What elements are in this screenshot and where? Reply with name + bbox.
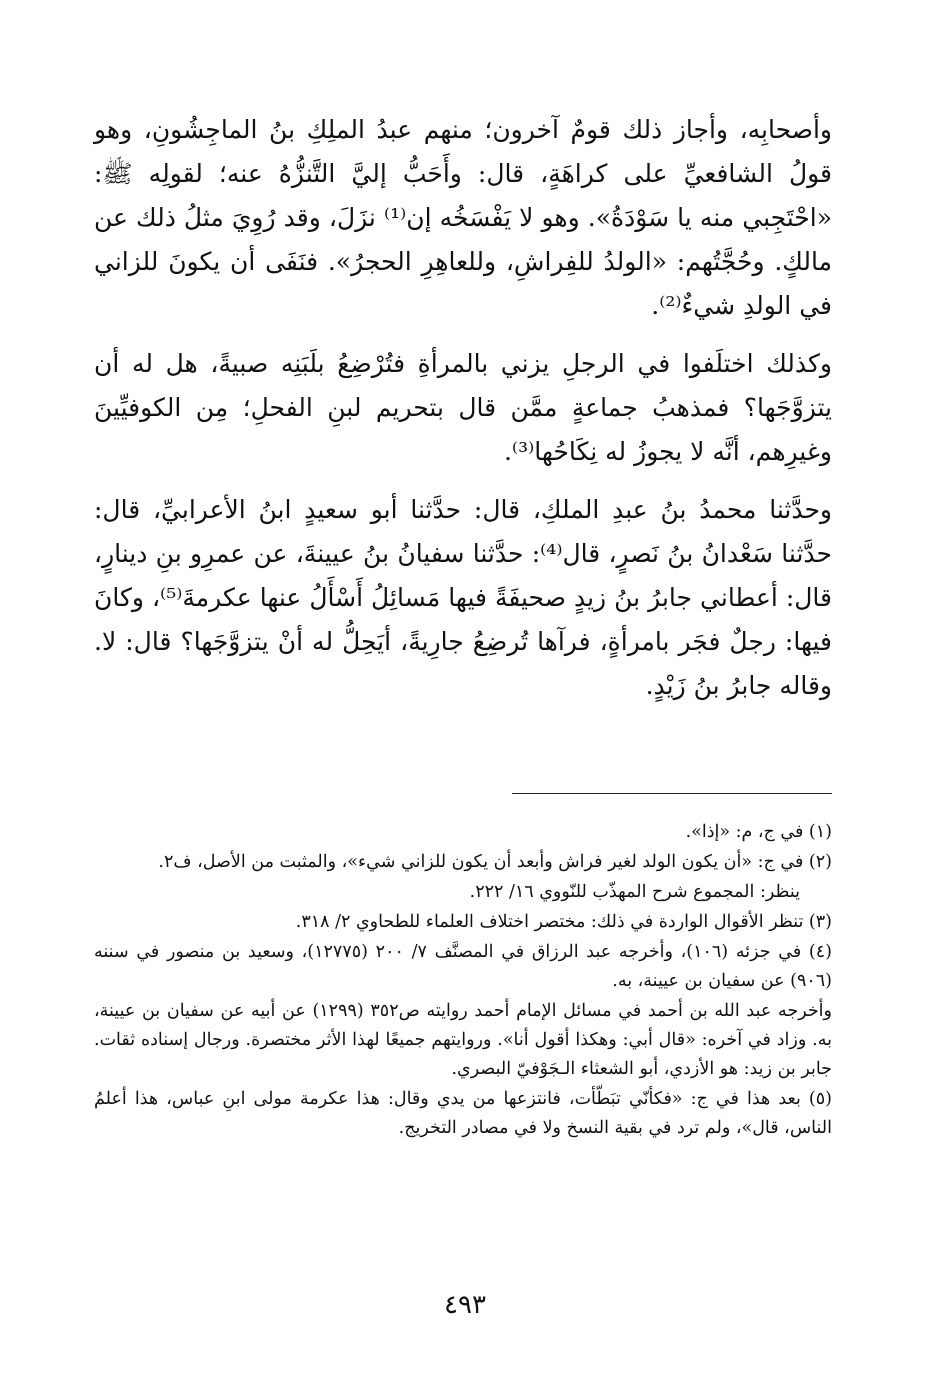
footnote-3: (٣) تنظر الأقوال الواردة في ذلك: مختصر اختلاف العلماء للطحاوي ٢/ ٣١٨.	[295, 912, 832, 932]
footnote-1: (١) في ج، م: «إذا».	[685, 822, 832, 842]
footnote-2: (٢) في ج: «أن يكون الولد لغير فراش وأبعد أن يكون للزاني شيء»، والمثبت من الأصل، ف٢.	[158, 852, 832, 872]
footnotes	[94, 818, 832, 1143]
footnote-4: (٤) في جزئه (١٠٦)، وأخرجه عبد الرزاق في المصنَّف ٧/ ٢٠٠ (١٢٧٧٥)، وسعيد بن منصور في سننه (٩٠٦) عن سفيان بن عيينة، به.	[94, 942, 832, 991]
paragraph: وأصحابِه، وأجاز ذلك قومٌ آخرون؛ منهم عبدُ الملِكِ بنُ الماجِشُونِ، وهو قولُ الشافعيِّ على كراهَةٍ، قال: وأَحَبُّ إليَّ التَّنزُّهُ عنه؛ لقولِه ﷺ: «احْتَجِبي منه يا سَوْدَةُ». وهو لا يَفْسَخُه إن⁽¹⁾ نزَلَ، وقد رُوِيَ مثلُ ذلك عن مالكٍ. وحُجَّتُهم: «الولدُ للفِراشِ، وللعاهِرِ الحجرُ». فنَفَى أن يكونَ للزاني في الولدِ شيءٌ⁽²⁾.	[94, 115, 832, 320]
footnote-separator	[512, 793, 832, 794]
paragraph: وكذلك اختلَفوا في الرجلِ يزني بالمرأةِ فتُرْضِعُ بلَبَنِه صبيةً، هل له أن يتزوَّجَها؟ فمذهبُ جماعةٍ ممَّن قال بتحريم لبنِ الفحلِ؛ مِن الكوفيِّينَ وغيرِهم، أنَّه لا يجوزُ له نِكَاحُها⁽³⁾.	[94, 349, 832, 466]
paragraph: وحدَّثنا محمدُ بنُ عبدِ الملكِ، قال: حدَّثنا أبو سعيدٍ ابنُ الأعرابيِّ، قال: حدَّثنا سَعْدانُ بنُ نَصرٍ، قال⁽⁴⁾: حدَّثنا سفيانُ بنُ عيينةَ، عن عمرِو بنِ دينارٍ، قال: أعطاني جابرُ بنُ زيدٍ صحيفَةً فيها مَسائِلُ أَسْأَلُ عنها عكرمةَ⁽⁵⁾، وكانَ فيها: رجلٌ فجَر بامرأةٍ، فرآها تُرضِعُ جارِيةً، أيَحِلُّ له أنْ يتزوَّجَها؟ قال: لا. وقاله جابرُ بنُ زَيْدٍ.	[94, 495, 832, 700]
page-number: ٤٩٣	[444, 1290, 486, 1320]
footnote-4-continuation: وأخرجه عبد الله بن أحمد في مسائل الإمام أحمد روايته ص٣٥٢ (١٢٩٩) عن أبيه عن سفيان بن عيينة، به. وزاد في آخره: «قال أبي: وهكذا أقول أنا». وروايتهم جميعًا لهذا الأثر مختصرة. ورجال إسناده ثقات. جابر بن زيد: هو الأزدي، أبو الشعثاء الـجَوْفيّ البصري.	[94, 1001, 832, 1079]
main-text	[94, 108, 832, 708]
footnote-5: (٥) بعد هذا في ج: «فكأنّي تبَطّأت، فانتزعها من يدي وقال: هذا عكرمة مولى ابنِ عباس، هذا أعلمُ الناس، قال»، ولم ترد في بقية النسخ ولا في مصادر التخريج.	[94, 1089, 832, 1138]
footnote-2-continuation: ينظر: المجموع شرح المهذّب للنّووي ١٦/ ٢٢٢.	[469, 882, 800, 902]
